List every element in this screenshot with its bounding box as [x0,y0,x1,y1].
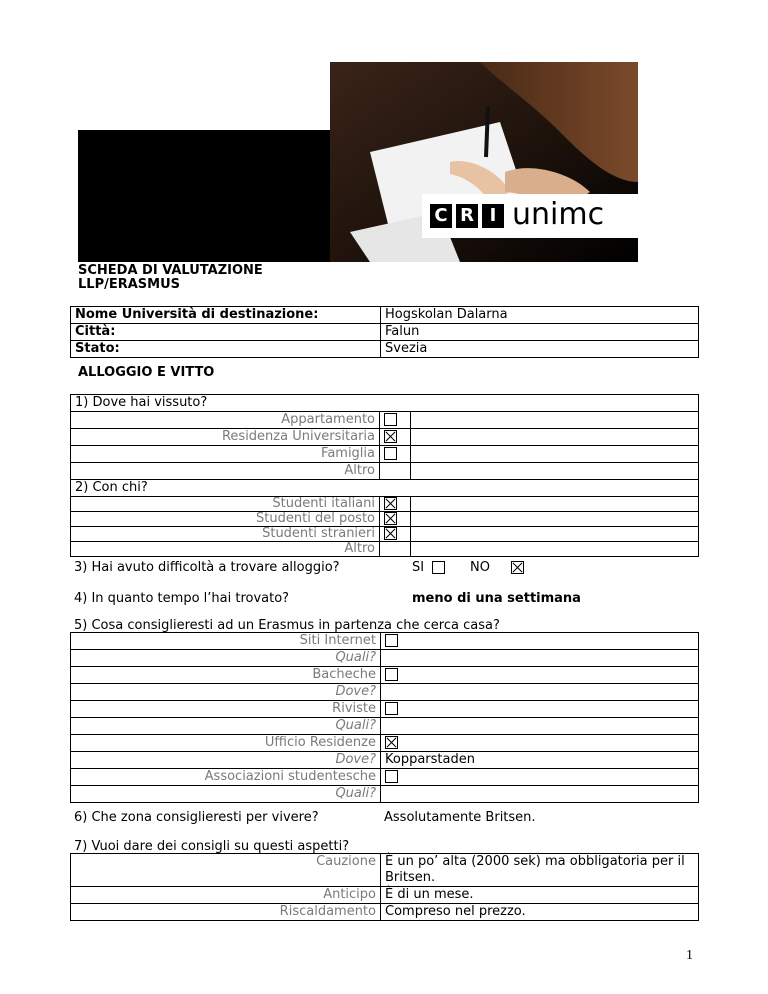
checkbox-appartamento[interactable] [384,413,397,426]
option-row [71,512,699,527]
checkbox-studenti-del-posto[interactable] [384,512,397,525]
option-label: Studenti del posto [71,512,380,527]
info-label: Città: [71,324,381,341]
answer-6: Assolutamente Britsen. [384,810,536,825]
logo-letter-i: I [482,204,504,228]
question-4: 4) In quanto tempo l’hai trovato? [74,591,290,606]
q7-value: È un po’ alta (2000 sek) ma obbligatoria per il Britsen. [381,854,699,887]
q5-value-cell [381,769,699,786]
option-label: Altro [71,542,380,557]
q5-row [71,633,699,650]
checkbox-residenza-universitaria[interactable] [384,430,397,443]
doc-title-line2: LLP/ERASMUS [78,277,181,292]
question-5: 5) Cosa consiglieresti ad un Erasmus in partenza che cerca casa? [74,618,500,633]
q7-label: Riscaldamento [71,904,381,921]
option-label: Appartamento [71,412,380,429]
checkbox-ufficio-residenze[interactable] [385,736,398,749]
checkbox-studenti-italiani[interactable] [384,497,397,510]
q7-value: È di un mese. [381,887,699,904]
info-row [71,324,699,341]
info-row [71,307,699,324]
q5-value [381,684,699,701]
option-label: Quali? [71,786,381,803]
info-row [71,341,699,358]
q7-row [71,854,699,887]
q7-label: Anticipo [71,887,381,904]
page-number: 1 [686,948,693,963]
option-row [71,527,699,542]
question-6: 6) Che zona consiglieresti per vivere? [74,810,319,825]
q5-value [381,718,699,735]
option-label: Quali? [71,650,381,667]
option-row [71,497,699,512]
q5-value [381,650,699,667]
checkbox-famiglia[interactable] [384,447,397,460]
q5-row [71,735,699,752]
section-title: ALLOGGIO E VITTO [78,365,215,380]
option-label: Studenti italiani [71,497,380,512]
q7-value: Compreso nel prezzo. [381,904,699,921]
option-label: Altro [71,463,380,480]
info-label: Nome Università di destinazione: [71,307,381,324]
answer-4: meno di una settimana [412,591,581,606]
q7-row [71,904,699,921]
option-label: Riviste [71,701,381,718]
option-label: Ufficio Residenze [71,735,381,752]
university-info-table [70,306,699,358]
logo-word: unimc [512,197,605,232]
checkbox-associazioni[interactable] [385,770,398,783]
option-label: Quali? [71,718,381,735]
checkbox-si[interactable] [432,561,445,574]
q5-row [71,769,699,786]
q1-q2-table [70,394,699,557]
q5-row [71,650,699,667]
option-row [71,412,699,429]
q5-row [71,667,699,684]
answer-no-label: NO [470,560,490,575]
option-label: Dove? [71,684,381,701]
q5-value-cell [381,701,699,718]
checkbox-bacheche[interactable] [385,668,398,681]
doc-title-line1: SCHEDA DI VALUTAZIONE [78,263,263,278]
info-label: Stato: [71,341,381,358]
question-3: 3) Hai avuto difficoltà a trovare alloggio? [74,560,340,575]
q7-label: Cauzione [71,854,381,887]
option-label: Bacheche [71,667,381,684]
option-row [71,542,699,557]
q5-row [71,786,699,803]
q5-row [71,701,699,718]
q5-row [71,752,699,769]
q5-value: Kopparstaden [381,752,699,769]
q5-value-cell [381,667,699,684]
q5-value-cell [381,633,699,650]
cri-unimc-logo [422,194,658,238]
info-value: Svezia [381,341,699,358]
option-row [71,429,699,446]
q5-row [71,718,699,735]
q5-value [381,786,699,803]
checkbox-no[interactable] [511,561,524,574]
option-row [71,446,699,463]
answer-si-label: SI [412,560,425,575]
question-2: 2) Con chi? [71,480,699,497]
question-7: 7) Vuoi dare dei consigli su questi aspetti? [74,839,350,854]
option-label: Dove? [71,752,381,769]
checkbox-siti-internet[interactable] [385,634,398,647]
checkbox-riviste[interactable] [385,702,398,715]
question-1: 1) Dove hai vissuto? [71,395,699,412]
option-label: Studenti stranieri [71,527,380,542]
q5-row [71,684,699,701]
q7-table [70,853,699,921]
checkbox-studenti-stranieri[interactable] [384,527,397,540]
logo-letter-c: C [430,204,452,228]
option-label: Residenza Universitaria [71,429,380,446]
q5-value-cell [381,735,699,752]
option-label: Siti Internet [71,633,381,650]
option-label: Associazioni studentesche [71,769,381,786]
q5-table [70,632,699,803]
q7-row [71,887,699,904]
option-row [71,463,699,480]
info-value: Hogskolan Dalarna [381,307,699,324]
option-label: Famiglia [71,446,380,463]
info-value: Falun [381,324,699,341]
logo-letter-r: R [456,204,478,228]
